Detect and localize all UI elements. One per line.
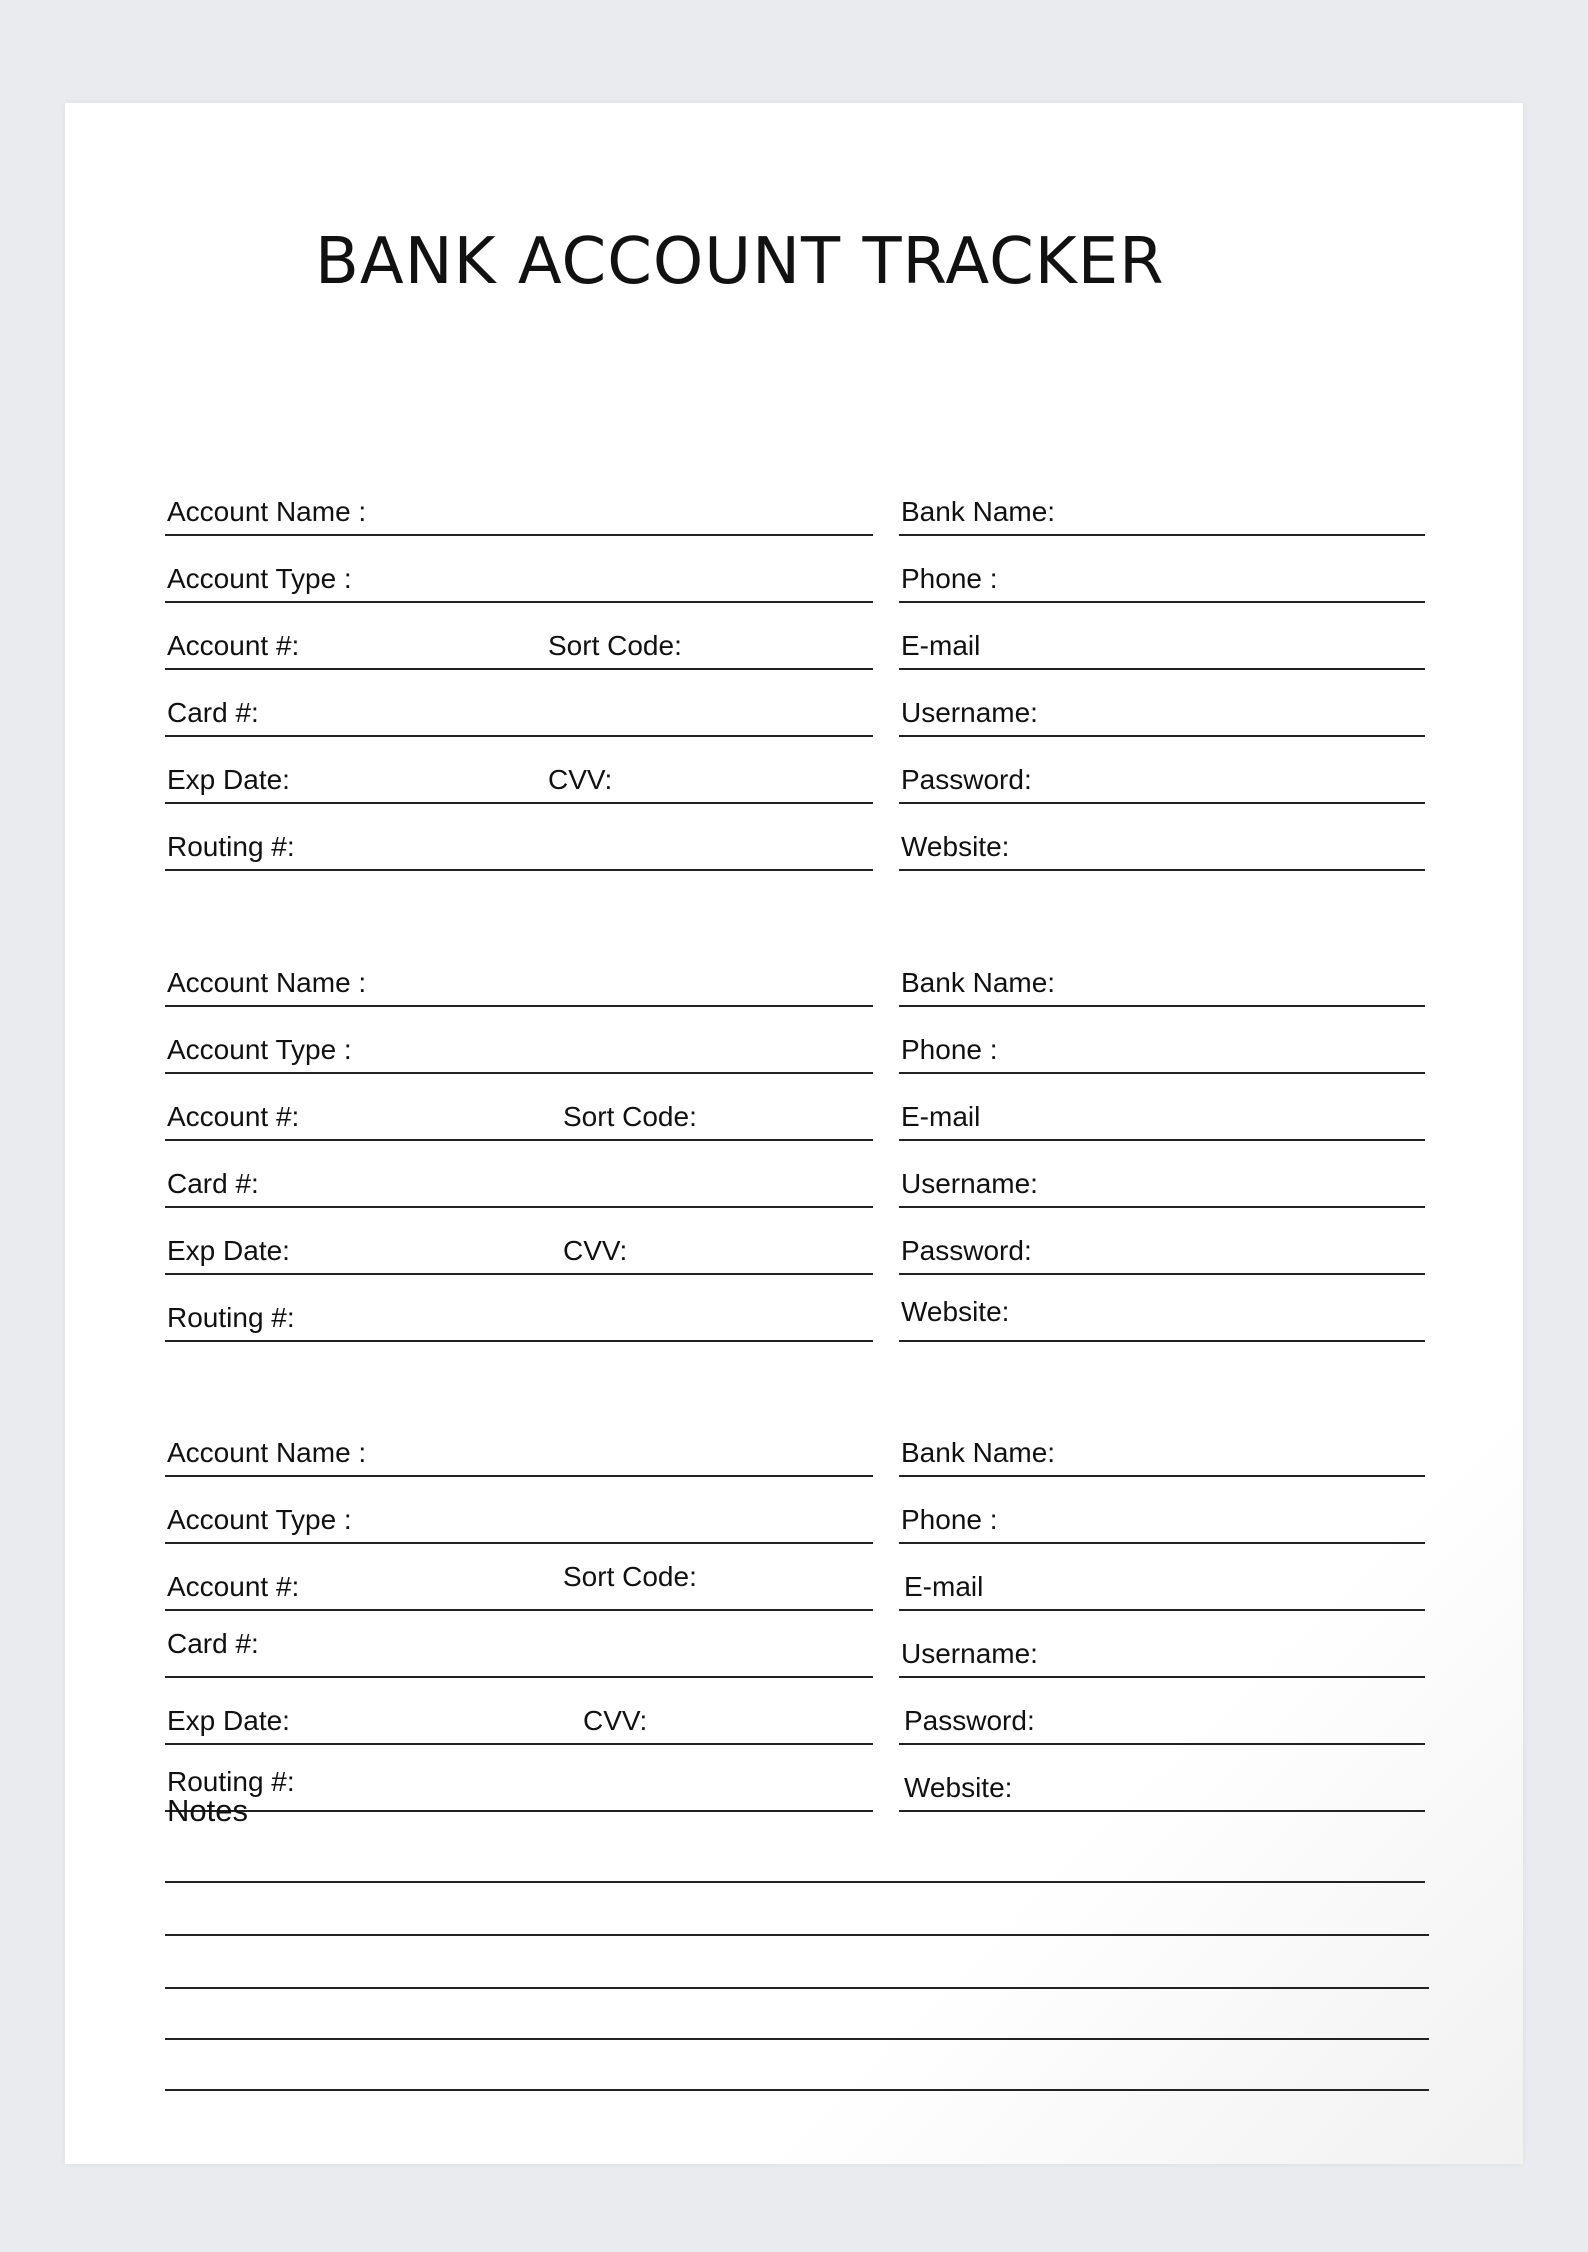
exp-date-field[interactable] bbox=[165, 1678, 873, 1745]
notes-line[interactable] bbox=[165, 2038, 1429, 2040]
website-label: Website: bbox=[901, 1296, 1010, 1327]
notes-line[interactable] bbox=[165, 1987, 1429, 1989]
card-number-field[interactable] bbox=[165, 670, 873, 737]
website-field[interactable] bbox=[899, 804, 1425, 871]
routing-number-field[interactable] bbox=[165, 804, 873, 871]
notes-line[interactable] bbox=[165, 1881, 1425, 1883]
phone-field[interactable] bbox=[899, 536, 1425, 603]
account-number-label: Account #: bbox=[167, 1571, 300, 1602]
notes-line[interactable] bbox=[165, 1934, 1429, 1936]
bank-name-label: Bank Name: bbox=[901, 967, 1056, 998]
phone-field[interactable] bbox=[899, 1007, 1425, 1074]
password-field[interactable] bbox=[899, 737, 1425, 804]
account-number-label: Account #: bbox=[167, 630, 300, 661]
account-type-field[interactable] bbox=[165, 1477, 873, 1544]
account-type-field[interactable] bbox=[165, 536, 873, 603]
tracker-page bbox=[65, 103, 1523, 2164]
notes-label: Notes bbox=[167, 1793, 248, 1828]
email-label: E-mail bbox=[904, 1571, 984, 1602]
account-number-field[interactable] bbox=[165, 603, 873, 670]
bank-name-label: Bank Name: bbox=[901, 496, 1056, 527]
email-label: E-mail bbox=[901, 1101, 981, 1132]
password-label: Password: bbox=[901, 1235, 1032, 1266]
card-number-label: Card #: bbox=[167, 1628, 259, 1659]
account-type-label: Account Type : bbox=[167, 563, 352, 594]
bank-name-field[interactable] bbox=[899, 940, 1425, 1007]
sort-code-label: Sort Code: bbox=[563, 1101, 697, 1132]
exp-date-field[interactable] bbox=[165, 1208, 873, 1275]
phone-label: Phone : bbox=[901, 563, 998, 594]
username-label: Username: bbox=[901, 697, 1038, 728]
account-name-field[interactable] bbox=[165, 1410, 873, 1477]
email-field[interactable] bbox=[899, 603, 1425, 670]
cvv-label: CVV: bbox=[548, 764, 613, 795]
account-number-field[interactable] bbox=[165, 1544, 873, 1611]
routing-number-line bbox=[165, 869, 873, 871]
website-field[interactable] bbox=[899, 1745, 1425, 1812]
username-label: Username: bbox=[901, 1638, 1038, 1669]
website-line bbox=[899, 1340, 1425, 1342]
cvv-label: CVV: bbox=[563, 1235, 628, 1266]
phone-field[interactable] bbox=[899, 1477, 1425, 1544]
phone-label: Phone : bbox=[901, 1504, 998, 1535]
username-label: Username: bbox=[901, 1168, 1038, 1199]
routing-number-line bbox=[165, 1340, 873, 1342]
password-field[interactable] bbox=[899, 1678, 1425, 1745]
username-field[interactable] bbox=[899, 670, 1425, 737]
page-title: BANK ACCOUNT TRACKER bbox=[315, 225, 1165, 299]
website-label: Website: bbox=[901, 831, 1010, 862]
cvv-label: CVV: bbox=[583, 1705, 648, 1736]
bank-name-label: Bank Name: bbox=[901, 1437, 1056, 1468]
username-field[interactable] bbox=[899, 1611, 1425, 1678]
account-name-label: Account Name : bbox=[167, 967, 367, 998]
routing-number-line bbox=[165, 1810, 873, 1812]
phone-label: Phone : bbox=[901, 1034, 998, 1065]
account-number-field[interactable] bbox=[165, 1074, 873, 1141]
bank-name-field[interactable] bbox=[899, 469, 1425, 536]
bank-name-field[interactable] bbox=[899, 1410, 1425, 1477]
exp-date-field[interactable] bbox=[165, 737, 873, 804]
routing-number-field[interactable] bbox=[165, 1275, 873, 1342]
card-number-label: Card #: bbox=[167, 697, 259, 728]
sort-code-label: Sort Code: bbox=[548, 630, 682, 661]
notes-line[interactable] bbox=[165, 2089, 1429, 2091]
account-name-label: Account Name : bbox=[167, 1437, 367, 1468]
routing-number-label: Routing #: bbox=[167, 1302, 295, 1333]
routing-number-field[interactable] bbox=[165, 1745, 873, 1812]
password-label: Password: bbox=[904, 1705, 1035, 1736]
card-number-label: Card #: bbox=[167, 1168, 259, 1199]
website-line bbox=[899, 869, 1425, 871]
exp-date-label: Exp Date: bbox=[167, 764, 290, 795]
email-field[interactable] bbox=[899, 1544, 1425, 1611]
website-label: Website: bbox=[904, 1772, 1013, 1803]
account-type-field[interactable] bbox=[165, 1007, 873, 1074]
exp-date-label: Exp Date: bbox=[167, 1705, 290, 1736]
account-name-field[interactable] bbox=[165, 940, 873, 1007]
sort-code-label: Sort Code: bbox=[563, 1561, 697, 1592]
username-field[interactable] bbox=[899, 1141, 1425, 1208]
account-name-field[interactable] bbox=[165, 469, 873, 536]
account-type-label: Account Type : bbox=[167, 1034, 352, 1065]
website-line bbox=[899, 1810, 1425, 1812]
password-field[interactable] bbox=[899, 1208, 1425, 1275]
account-name-label: Account Name : bbox=[167, 496, 367, 527]
website-field[interactable] bbox=[899, 1275, 1425, 1342]
card-number-field[interactable] bbox=[165, 1141, 873, 1208]
exp-date-label: Exp Date: bbox=[167, 1235, 290, 1266]
email-field[interactable] bbox=[899, 1074, 1425, 1141]
email-label: E-mail bbox=[901, 630, 981, 661]
account-number-label: Account #: bbox=[167, 1101, 300, 1132]
card-number-field[interactable] bbox=[165, 1611, 873, 1678]
password-label: Password: bbox=[901, 764, 1032, 795]
account-type-label: Account Type : bbox=[167, 1504, 352, 1535]
routing-number-label: Routing #: bbox=[167, 1766, 295, 1797]
routing-number-label: Routing #: bbox=[167, 831, 295, 862]
